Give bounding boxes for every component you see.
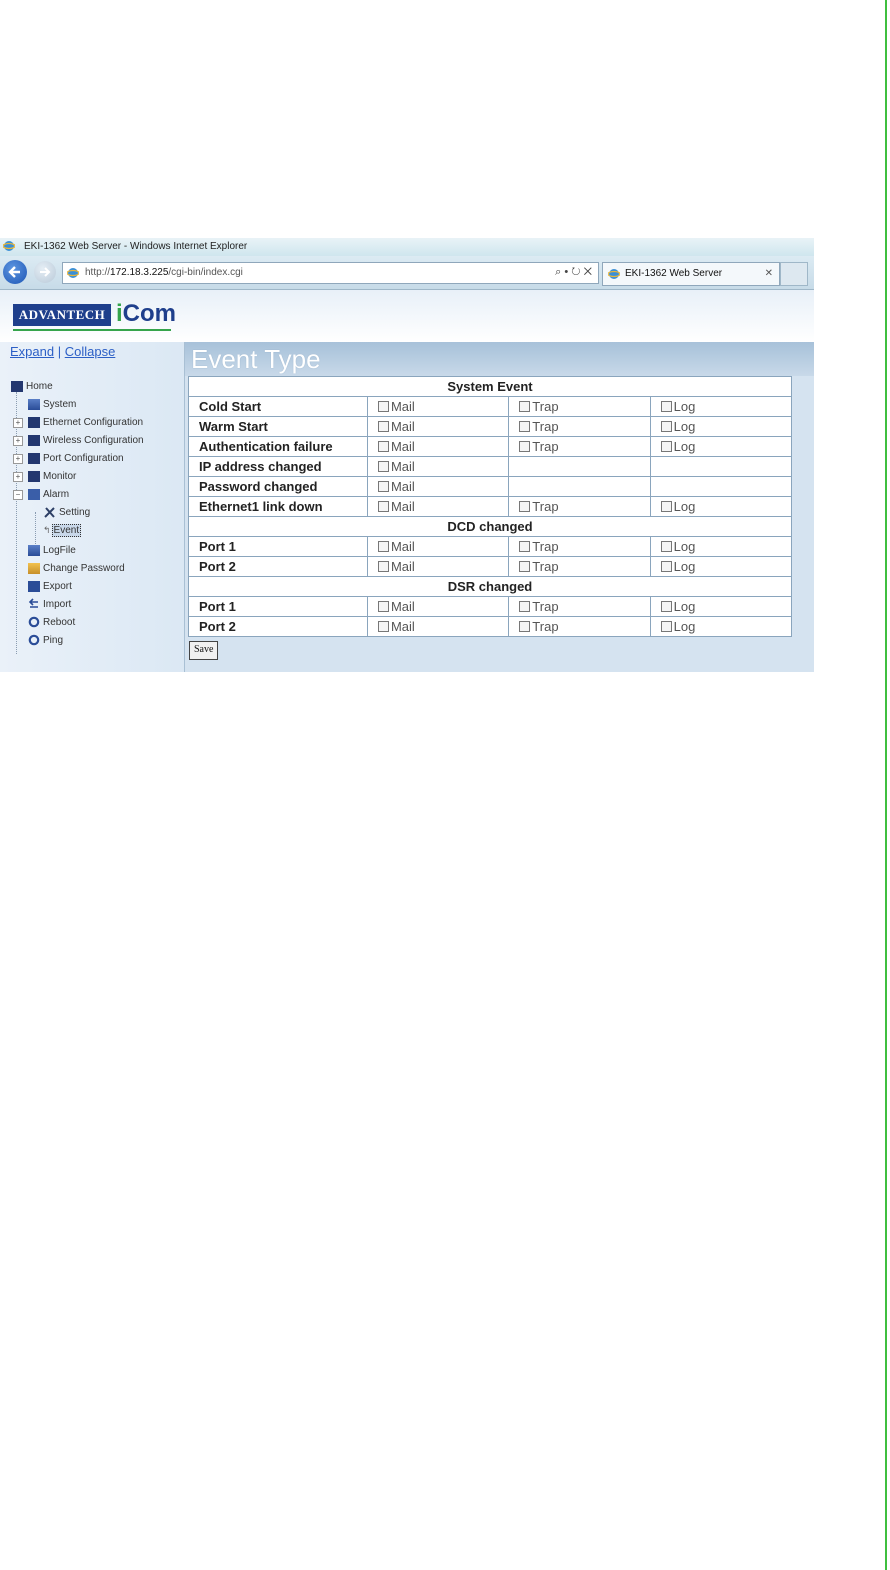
log-checkbox[interactable] — [661, 421, 672, 432]
mail-checkbox[interactable] — [378, 501, 389, 512]
page-title: Event Type — [191, 344, 321, 374]
row-label: Warm Start — [189, 417, 368, 437]
sidebar-item-event[interactable] — [43, 522, 81, 538]
ie-logo-icon — [3, 240, 15, 252]
sidebar-item-setting[interactable] — [43, 504, 90, 520]
folder-icon — [28, 435, 40, 446]
trap-checkbox[interactable] — [519, 441, 530, 452]
mail-checkbox[interactable] — [378, 621, 389, 632]
trap-option[interactable] — [509, 597, 650, 617]
logo-underline — [13, 329, 171, 331]
trap-checkbox[interactable] — [519, 401, 530, 412]
option-label: Mail — [390, 559, 415, 574]
sidebar-item-label: Import — [43, 598, 72, 610]
icom-logo — [116, 300, 176, 328]
option-label: Mail — [390, 479, 415, 494]
sidebar-item-home[interactable] — [11, 378, 53, 394]
mail-option[interactable] — [367, 477, 508, 497]
system-icon — [28, 399, 40, 410]
option-label: Trap — [532, 619, 559, 634]
option-label: Trap — [532, 419, 559, 434]
event-type-table — [188, 376, 792, 637]
option-label: Trap — [532, 439, 559, 454]
option-label: Log — [673, 599, 696, 614]
sidebar-item-label: Event — [53, 524, 80, 536]
option-label: Mail — [390, 499, 415, 514]
tools-icon — [43, 506, 57, 519]
icom-logo-i: i — [116, 300, 123, 327]
section-header: DSR changed — [189, 577, 792, 597]
tab-favicon-icon — [608, 268, 620, 280]
sidebar-item-alarm[interactable] — [28, 486, 69, 502]
table-row — [189, 437, 792, 457]
mail-option[interactable] — [367, 437, 508, 457]
expand-collapse-links — [10, 344, 115, 359]
option-label: Log — [673, 439, 696, 454]
mail-checkbox[interactable] — [378, 481, 389, 492]
trap-checkbox[interactable] — [519, 621, 530, 632]
main-content — [185, 342, 814, 672]
trap-checkbox[interactable] — [519, 541, 530, 552]
back-button[interactable] — [3, 260, 27, 284]
tab-close-icon[interactable]: ✕ — [764, 268, 773, 279]
new-tab-button[interactable] — [780, 262, 808, 286]
row-label: Port 2 — [189, 557, 368, 577]
expand-plus-icon[interactable]: + — [13, 472, 23, 482]
table-row — [189, 557, 792, 577]
link-separator: | — [57, 344, 62, 359]
sidebar-item-label: System — [43, 398, 77, 410]
trap-option[interactable] — [509, 537, 650, 557]
sidebar-item-reboot[interactable] — [28, 614, 75, 630]
row-label: Port 1 — [189, 597, 368, 617]
option-label: Log — [673, 619, 696, 634]
table-row — [189, 537, 792, 557]
mail-checkbox[interactable] — [378, 421, 389, 432]
table-row — [189, 497, 792, 517]
url-text — [85, 267, 243, 278]
mail-option[interactable] — [367, 497, 508, 517]
trap-option[interactable] — [509, 437, 650, 457]
table-row — [189, 417, 792, 437]
folder-icon — [28, 453, 40, 464]
option-label: Mail — [390, 399, 415, 414]
option-label: Log — [673, 419, 696, 434]
trap-checkbox[interactable] — [519, 501, 530, 512]
log-checkbox[interactable] — [661, 401, 672, 412]
table-row — [189, 617, 792, 637]
mail-option[interactable] — [367, 397, 508, 417]
tree-line — [16, 392, 17, 654]
sidebar-item-label: Setting — [59, 506, 91, 518]
log-checkbox[interactable] — [661, 501, 672, 512]
table-row — [189, 397, 792, 417]
log-checkbox[interactable] — [661, 561, 672, 572]
section-row — [189, 517, 792, 537]
log-checkbox[interactable] — [661, 621, 672, 632]
expand-plus-icon[interactable]: + — [13, 454, 23, 464]
sidebar-item-system[interactable] — [28, 396, 76, 412]
row-label: Cold Start — [189, 397, 368, 417]
address-bar — [0, 256, 814, 290]
log-option[interactable] — [650, 397, 791, 417]
empty-cell — [509, 477, 650, 497]
sidebar-item-ping[interactable] — [28, 632, 63, 648]
trap-option[interactable] — [509, 417, 650, 437]
trap-checkbox[interactable] — [519, 421, 530, 432]
home-icon — [11, 381, 23, 392]
log-option[interactable] — [650, 597, 791, 617]
row-label: IP address changed — [189, 457, 368, 477]
log-option[interactable] — [650, 417, 791, 437]
option-label: Trap — [532, 499, 559, 514]
table-row — [189, 597, 792, 617]
log-option[interactable] — [650, 617, 791, 637]
log-option[interactable] — [650, 437, 791, 457]
option-label: Trap — [532, 559, 559, 574]
logfile-icon — [28, 545, 40, 556]
row-label: Ethernet1 link down — [189, 497, 368, 517]
mail-checkbox[interactable] — [378, 561, 389, 572]
sidebar-item-change-password[interactable] — [28, 560, 125, 576]
log-option[interactable] — [650, 557, 791, 577]
section-row — [189, 577, 792, 597]
mail-option[interactable] — [367, 557, 508, 577]
save-button[interactable]: Save — [189, 641, 218, 660]
trap-option[interactable] — [509, 497, 650, 517]
sidebar-item-label: LogFile — [43, 544, 76, 556]
row-label: Port 2 — [189, 617, 368, 637]
page-favicon-icon — [67, 267, 79, 279]
sidebar-item-label: Alarm — [43, 488, 70, 500]
log-option[interactable] — [650, 537, 791, 557]
table-row — [189, 477, 792, 497]
section-header: System Event — [189, 377, 792, 397]
event-icon: ↰ — [43, 524, 51, 535]
tab-label: EKI-1362 Web Server — [625, 268, 723, 279]
sidebar-item-label: Reboot — [43, 616, 76, 628]
page-edge-rule — [885, 0, 887, 1570]
sidebar-item-import[interactable] — [28, 596, 71, 612]
reboot-icon — [28, 616, 40, 628]
browser-tab[interactable] — [602, 262, 780, 286]
option-label: Mail — [390, 459, 415, 474]
trap-checkbox[interactable] — [519, 601, 530, 612]
icom-logo-rest: Com — [122, 300, 177, 327]
sidebar-item-label: Port Configuration — [43, 452, 124, 464]
collapse-link[interactable]: Collapse — [64, 344, 116, 359]
option-label: Mail — [390, 599, 415, 614]
log-checkbox[interactable] — [661, 541, 672, 552]
table-row — [189, 457, 792, 477]
sidebar-item-ethernet[interactable] — [28, 414, 143, 430]
log-checkbox[interactable] — [661, 601, 672, 612]
option-label: Trap — [532, 599, 559, 614]
sidebar — [0, 342, 185, 672]
sidebar-item-port[interactable] — [28, 450, 124, 466]
section-row — [189, 377, 792, 397]
url-input[interactable] — [62, 262, 599, 284]
log-option[interactable] — [650, 497, 791, 517]
expand-plus-icon[interactable]: + — [13, 436, 23, 446]
url-host: 172.18.3.225 — [110, 267, 169, 278]
site-header — [0, 290, 814, 344]
option-label: Mail — [390, 539, 415, 554]
option-label: Log — [673, 559, 696, 574]
mail-checkbox[interactable] — [378, 401, 389, 412]
sidebar-item-label: Ethernet Configuration — [43, 416, 144, 428]
empty-cell — [650, 477, 791, 497]
folder-icon — [28, 471, 40, 482]
sidebar-item-logfile[interactable] — [28, 542, 76, 558]
empty-cell — [509, 457, 650, 477]
sidebar-item-export[interactable] — [28, 578, 72, 594]
url-tools[interactable]: ⌕ • ↻ ✕ — [555, 266, 592, 278]
row-label: Port 1 — [189, 537, 368, 557]
option-label: Log — [673, 499, 696, 514]
sidebar-item-label: Wireless Configuration — [43, 434, 144, 446]
sidebar-item-label: Change Password — [43, 562, 125, 574]
log-checkbox[interactable] — [661, 441, 672, 452]
ping-icon — [28, 634, 40, 646]
mail-checkbox[interactable] — [378, 461, 389, 472]
forward-arrow-icon — [37, 264, 53, 280]
back-arrow-icon — [6, 263, 24, 281]
option-label: Log — [673, 539, 696, 554]
expand-plus-icon[interactable]: + — [13, 418, 23, 428]
advantech-logo: ADVANTECH — [13, 304, 111, 326]
collapse-minus-icon[interactable]: − — [13, 490, 23, 500]
option-label: Mail — [390, 419, 415, 434]
trap-checkbox[interactable] — [519, 561, 530, 572]
trap-option[interactable] — [509, 557, 650, 577]
import-arrows-icon — [28, 598, 40, 610]
mail-option[interactable] — [367, 617, 508, 637]
row-label: Password changed — [189, 477, 368, 497]
open-folder-icon — [28, 489, 40, 500]
sidebar-item-wireless[interactable] — [28, 432, 144, 448]
key-icon — [28, 563, 40, 574]
mail-checkbox[interactable] — [378, 441, 389, 452]
folder-icon — [28, 417, 40, 428]
browser-window — [0, 238, 814, 672]
section-header: DCD changed — [189, 517, 792, 537]
title-bar — [0, 238, 814, 256]
save-disk-icon — [28, 581, 40, 592]
window-title: EKI-1362 Web Server - Windows Internet Explorer — [24, 241, 248, 252]
option-label: Mail — [390, 439, 415, 454]
empty-cell — [650, 457, 791, 477]
sidebar-item-monitor[interactable] — [28, 468, 76, 484]
mail-option[interactable] — [367, 417, 508, 437]
expand-link[interactable]: Expand — [10, 344, 55, 359]
trap-option[interactable] — [509, 397, 650, 417]
option-label: Trap — [532, 539, 559, 554]
sidebar-item-label: Home — [26, 380, 53, 392]
option-label: Mail — [390, 619, 415, 634]
trap-option[interactable] — [509, 617, 650, 637]
option-label: Log — [673, 399, 696, 414]
option-label: Trap — [532, 399, 559, 414]
sidebar-item-label: Monitor — [43, 470, 77, 482]
row-label: Authentication failure — [189, 437, 368, 457]
mail-option[interactable] — [367, 597, 508, 617]
sidebar-item-label: Ping — [43, 634, 64, 646]
mail-option[interactable] — [367, 457, 508, 477]
mail-checkbox[interactable] — [378, 541, 389, 552]
mail-option[interactable] — [367, 537, 508, 557]
mail-checkbox[interactable] — [378, 601, 389, 612]
sidebar-item-label: Export — [43, 580, 72, 592]
forward-button[interactable] — [34, 261, 56, 283]
url-path: /cgi-bin/index.cgi — [168, 267, 243, 278]
url-prefix: http:// — [85, 267, 111, 278]
